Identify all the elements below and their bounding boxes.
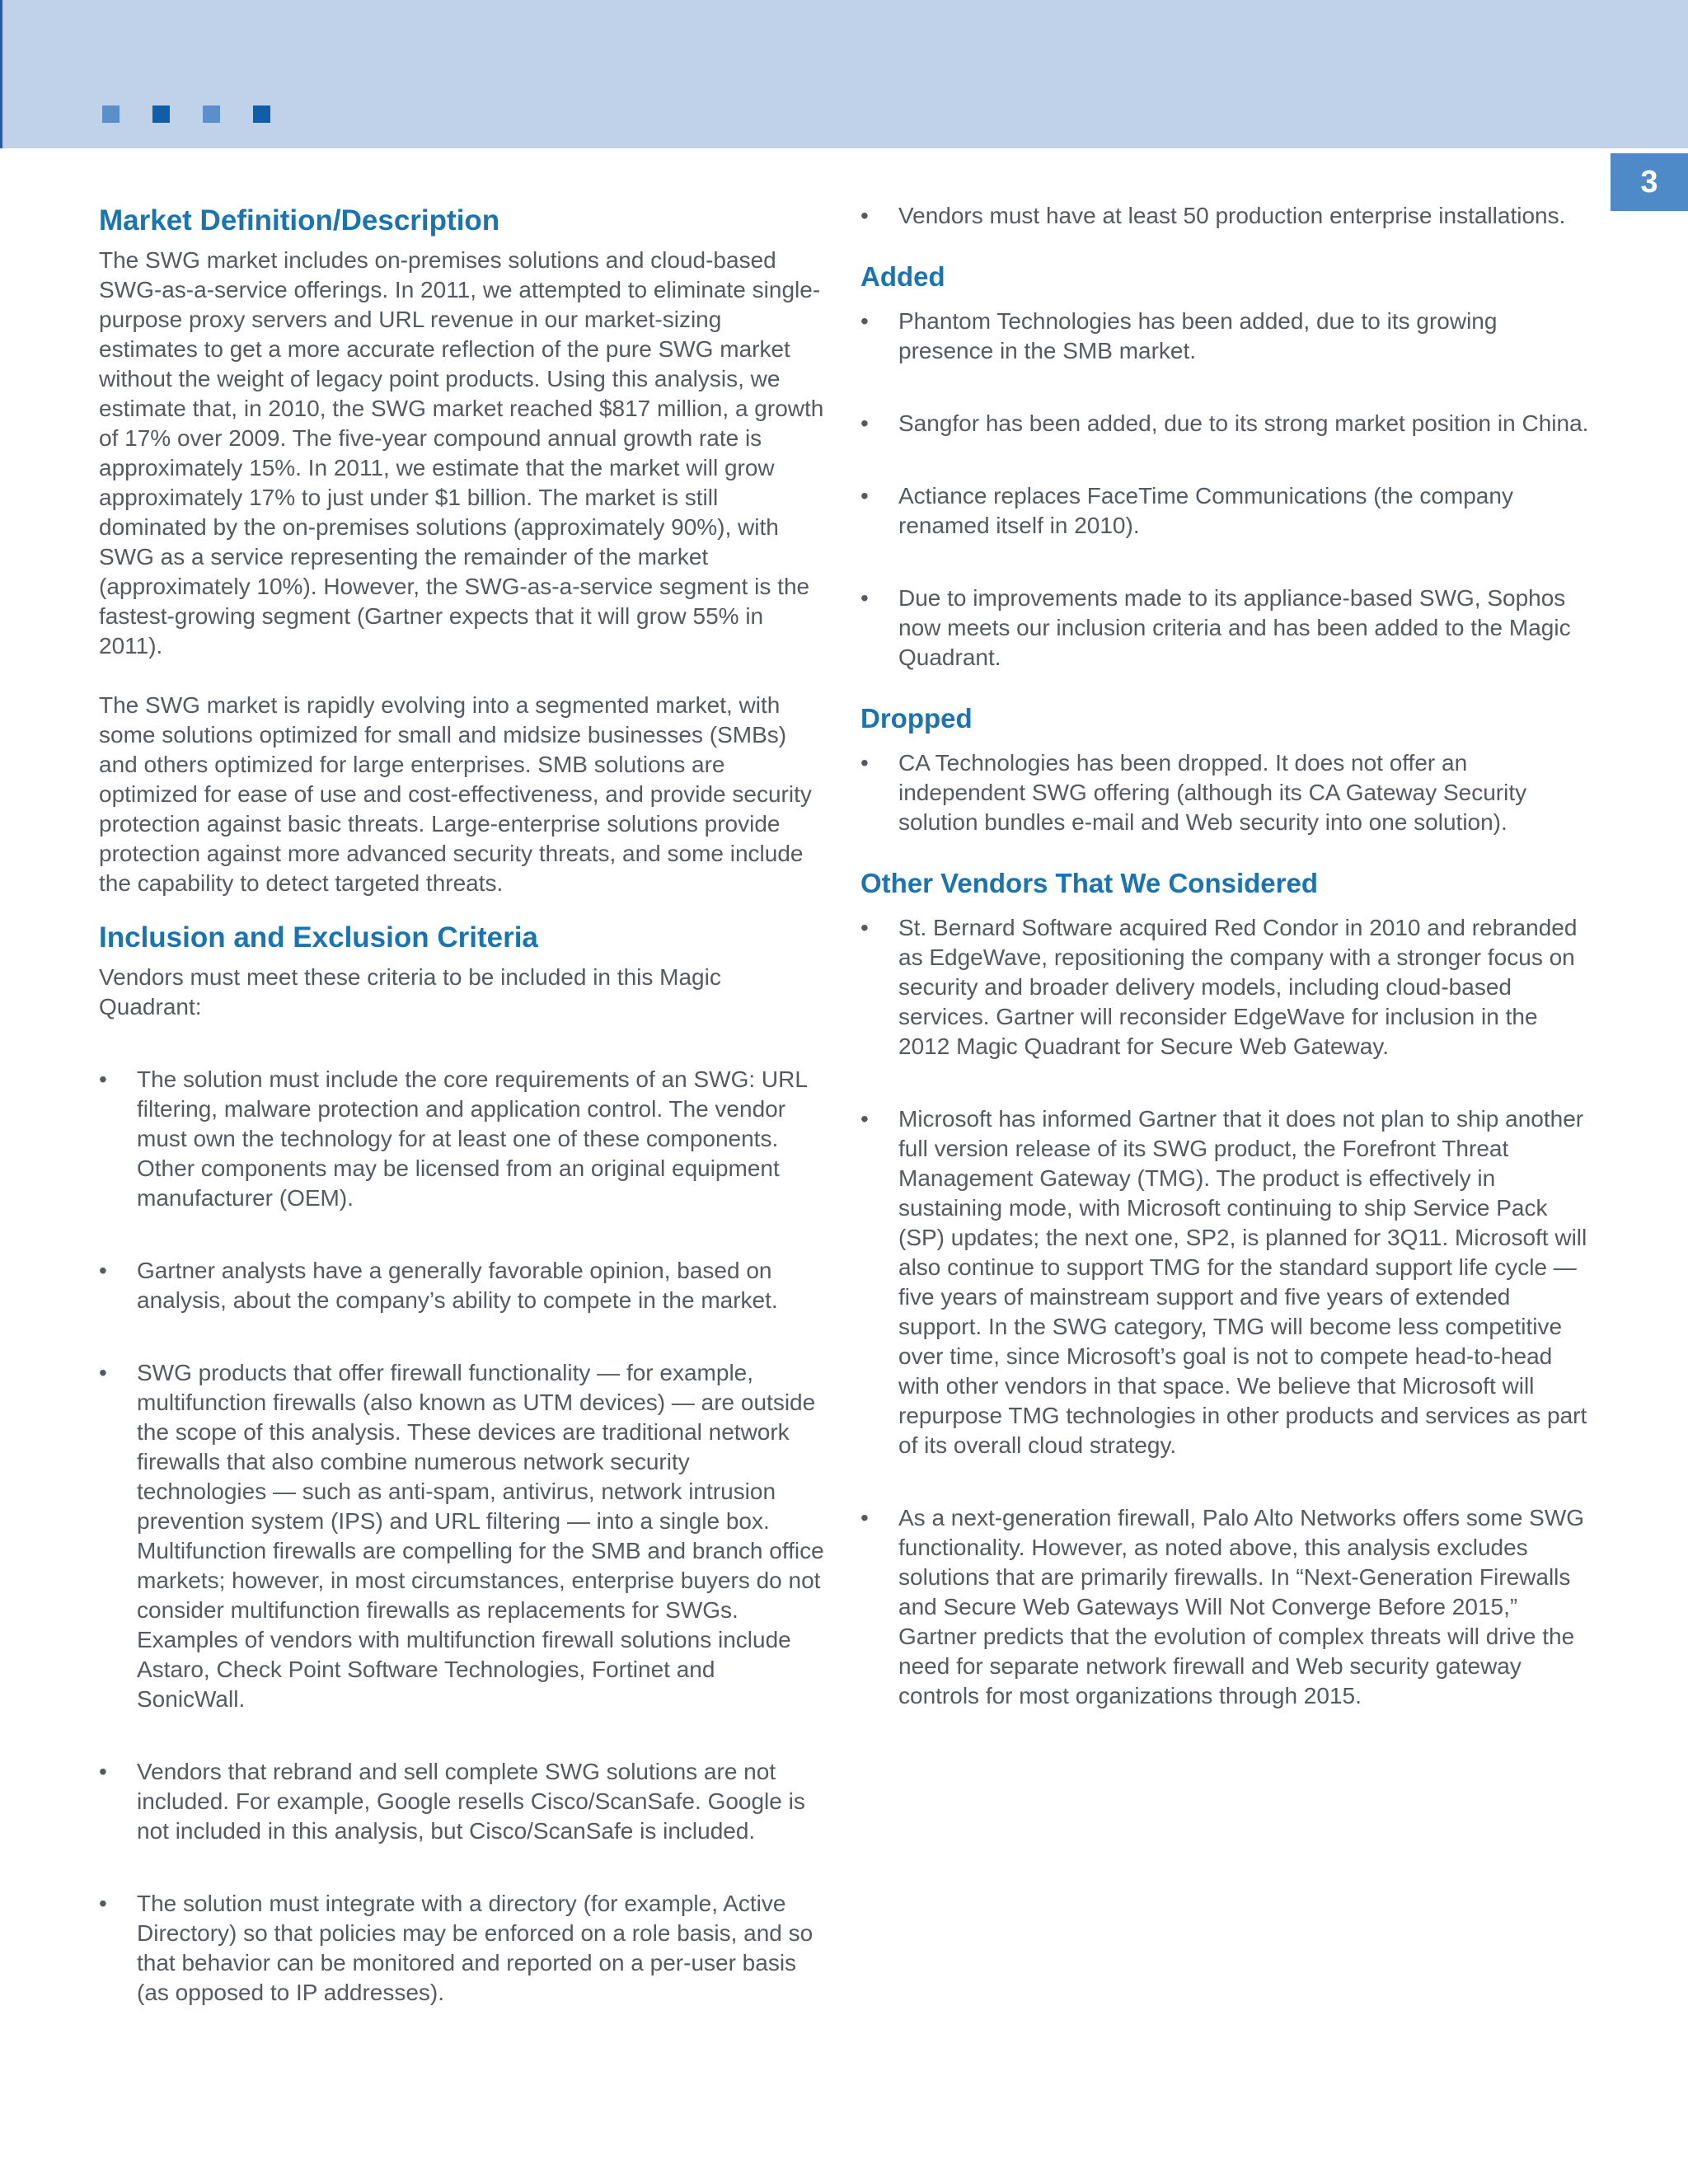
list-item: • Vendors that rebrand and sell complete SWG solutions are not included. For example, Google resells Cisco/ScanSafe. Google is not included in this analysis, but Cisco/ScanSafe is included. (99, 1757, 824, 1846)
list-item: • CA Technologies has been dropped. It does not offer an independent SWG offering (although its CA Gateway Security solution bundles e-mail and Web security into one solution). (860, 748, 1591, 837)
header-banner (0, 0, 1688, 148)
other-vendors-heading: Other Vendors That We Considered (860, 868, 1318, 898)
decorative-square-3 (203, 105, 220, 123)
decorative-square-1 (102, 105, 120, 123)
dropped-heading: Dropped (860, 703, 973, 733)
list-item: • Phantom Technologies has been added, due to its growing presence in the SMB market. (860, 307, 1591, 366)
list-item: • As a next-generation firewall, Palo Alto Networks offers some SWG functionality. However, as noted above, this analysis excludes solutions that are primarily firewalls. In “Next-Generation Firewalls and Secure Web Gateways Will Not Converge Before 2015,” Gartner predicts that the evolution of complex threats will drive the need for separate network firewall and Web security gateway controls for most organizations through 2015. (860, 1503, 1591, 1711)
added-list (860, 307, 1591, 673)
list-item: • The solution must integrate with a directory (for example, Active Directory) so that policies may be enforced on a role basis, and so that behavior can be monitored and reported on a per-user basis (as opposed to IP addresses). (99, 1889, 824, 2008)
left-column (99, 201, 824, 2008)
list-item: • SWG products that offer firewall functionality — for example, multifunction firewalls (also known as UTM devices) — are outside the scope of this analysis. These devices are traditional network firewalls that also combine numerous network security technologies — such as anti-spam, antivirus, network intrusion prevention system (IPS) and URL filtering — into a single box. Multifunction firewalls are compelling for the SMB and branch office markets; however, in most circumstances, enterprise buyers do not consider multifunction firewalls as replacements for SWGs. Examples of vendors with multifunction firewall solutions include Astaro, Check Point Software Technologies, Fortinet and SonicWall. (99, 1358, 824, 1714)
list-item: • Vendors must have at least 50 production enterprise installations. (860, 201, 1591, 231)
list-item: • Due to improvements made to its appliance-based SWG, Sophos now meets our inclusion criteria and has been added to the Magic Quadrant. (860, 583, 1591, 673)
page-number: 3 (1611, 153, 1688, 211)
decorative-square-2 (152, 105, 170, 123)
other-vendors-list (860, 913, 1591, 1711)
list-item: • Sangfor has been added, due to its strong market position in China. (860, 409, 1591, 438)
banner-edge-line (0, 0, 2, 148)
list-item: • The solution must include the core requirements of an SWG: URL filtering, malware protection and application control. The vendor must own the technology for at least one of these components. Other components may be licensed from an original equipment manufacturer (OEM). (99, 1065, 824, 1213)
inclusion-intro: Vendors must meet these criteria to be included in this Magic Quadrant: (99, 964, 721, 1019)
inclusion-criteria-heading: Inclusion and Exclusion Criteria (99, 921, 538, 954)
market-definition-heading: Market Definition/Description (99, 204, 500, 237)
market-paragraph-2: The SWG market is rapidly evolving into a segmented market, with some solutions optimized for small and midsize businesses (SMBs) and others optimized for large enterprises. SMB solutions are optimized for ease of use and cost-effectiveness, and provide security protection against basic threats. Large-enterprise solutions provide protection against more advanced security threats, and some include the capability to detect targeted threats. (99, 692, 812, 896)
market-paragraph-1: The SWG market includes on-premises solutions and cloud-based SWG-as-a-service offerings. In 2011, we attempted to eliminate single-purpose proxy servers and URL revenue in our market-sizing estimates to get a more accurate reflection of the pure SWG market without the weight of legacy point products. Using this analysis, we estimate that, in 2010, the SWG market reached $817 million, a growth of 17% over 2009. The five-year compound annual growth rate is approximately 15%. In 2011, we estimate that the market will grow approximately 17% to just under $1 billion. The market is still dominated by the on-premises solutions (approximately 90%), with SWG as a service representing the remainder of the market (approximately 10%). However, the SWG-as-a-service segment is the fastest-growing segment (Gartner expects that it will grow 55% in 2011). (99, 247, 824, 658)
inclusion-criteria-list-continued (860, 201, 1591, 231)
list-item: • St. Bernard Software acquired Red Condor in 2010 and rebranded as EdgeWave, repositioning the company with a stronger focus on security and broader delivery models, including cloud-based services. Gartner will reconsider EdgeWave for inclusion in the 2012 Magic Quadrant for Secure Web Gateway. (860, 913, 1591, 1062)
dropped-list (860, 748, 1591, 837)
list-item: • Actiance replaces FaceTime Communications (the company renamed itself in 2010). (860, 481, 1591, 541)
right-column (860, 201, 1591, 1711)
added-heading: Added (860, 261, 945, 292)
list-item: • Gartner analysts have a generally favorable opinion, based on analysis, about the company’s ability to compete in the market. (99, 1256, 824, 1315)
decorative-square-4 (253, 105, 270, 123)
inclusion-criteria-list (99, 1065, 824, 2008)
list-item: • Microsoft has informed Gartner that it does not plan to ship another full version release of its SWG product, the Forefront Threat Management Gateway (TMG). The product is effectively in sustaining mode, with Microsoft continuing to ship Service Pack (SP) updates; the next one, SP2, is planned for 3Q11. Microsoft will also continue to support TMG for the standard support life cycle — five years of mainstream support and five years of extended support. In the SWG category, TMG will become less competitive over time, since Microsoft’s goal is not to compete head-to-head with other vendors in that space. We believe that Microsoft will repurpose TMG technologies in other products and services as part of its overall cloud strategy. (860, 1104, 1591, 1460)
